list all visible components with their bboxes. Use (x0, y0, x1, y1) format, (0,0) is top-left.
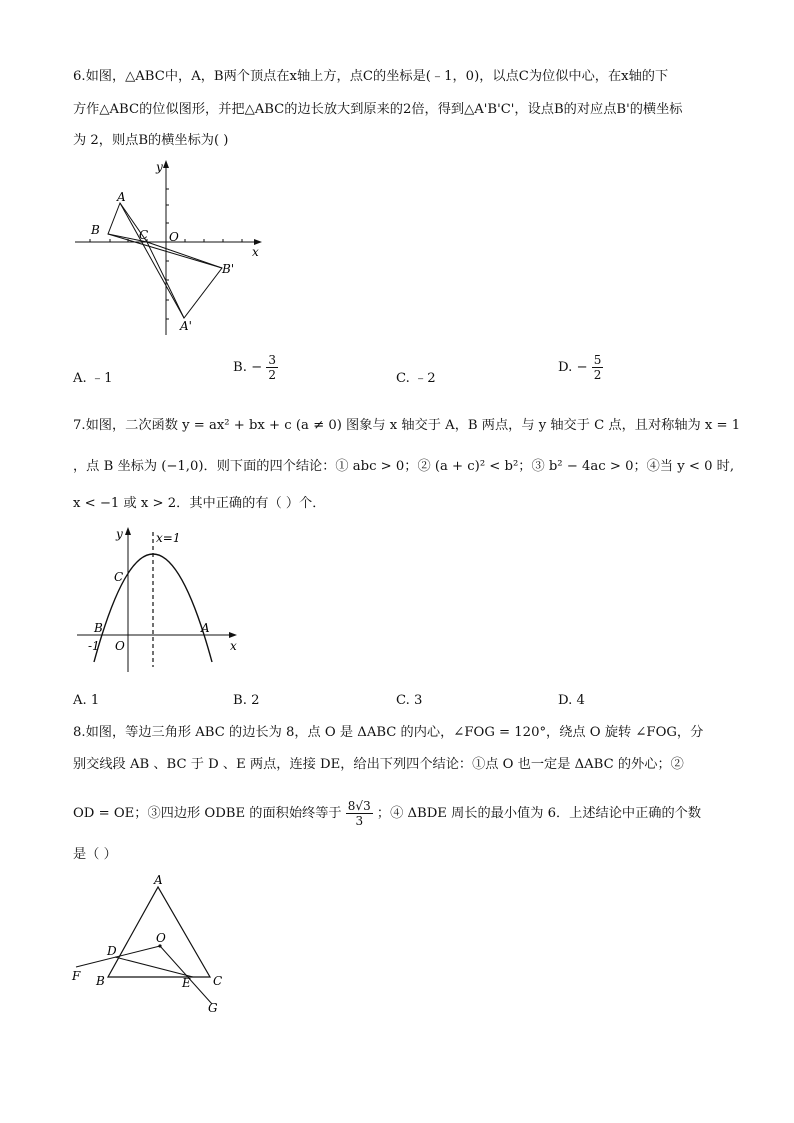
q8-line-3 (73, 794, 701, 834)
q6-x-label: x (252, 245, 259, 259)
q7-C-label: C (114, 570, 124, 584)
q7-figure (74, 522, 249, 682)
q6-B-label: B (91, 223, 100, 237)
q8-E-label: E (182, 976, 191, 990)
q8-figure (68, 870, 238, 1015)
q8-A-label: A (154, 873, 163, 887)
q7-line-2: ，点 B 坐标为 (−1,0)．则下面的四个结论：① abc > 0；② (a + c)² < b²；③ b² − 4ac > 0；④当 y < 0 时, (73, 459, 735, 474)
q7-option-d[interactable]: D. 4 (558, 693, 585, 708)
q8-O-label: O (156, 931, 166, 945)
q8-line-2: 别交线段 AB 、BC 于 D 、E 两点，连接 DE，给出下列四个结论：①点 O 也一定是 ΔABC 的外心；② (73, 757, 684, 772)
q6-A-label: A (117, 190, 126, 204)
q7-A-label: A (201, 621, 210, 635)
q6-option-d[interactable] (558, 353, 603, 382)
q6-y-label: y (156, 160, 163, 174)
q7-option-a[interactable]: A. 1 (73, 693, 100, 708)
q6-option-a[interactable]: A. ﹣1 (73, 371, 113, 386)
q7-line-1: 7.如图，二次函数 y = ax² + bx + c (a ≠ 0) 图象与 x 轴交于 A，B 两点，与 y 轴交于 C 点，且对称轴为 x = 1 (73, 418, 741, 433)
q8-G-label: G (208, 1001, 218, 1015)
q6-option-d-prefix: D. − (558, 360, 588, 375)
q6-Ap-label: A' (180, 319, 192, 333)
q6-figure (72, 155, 272, 340)
q7-option-b[interactable]: B. 2 (233, 693, 260, 708)
q7-line-3: x < −1 或 x > 2．其中正确的有（ ）个． (73, 496, 326, 511)
q8-line-3-suffix: ；④ ΔBDE 周长的最小值为 6．上述结论中正确的个数 (376, 806, 702, 821)
q6-line-3: 为 2，则点B的横坐标为( ) (73, 133, 229, 148)
q8-line-1: 8.如图，等边三角形 ABC 的边长为 8，点 O 是 ΔABC 的内心，∠FOG = 120°，绕点 O 旋转 ∠FOG，分 (73, 725, 704, 740)
q7-option-c[interactable]: C. 3 (396, 693, 423, 708)
q7-x-label: x (230, 639, 237, 653)
q8-fraction: $\frac{8√3}{3}$ (347, 799, 371, 828)
q6-line-1: 6.如图，△ABC中，A，B两个顶点在x轴上方，点C的坐标是(﹣1，0)，以点C为位似中心，在x轴的下 (73, 69, 669, 84)
q7-y-label: y (116, 527, 123, 541)
q8-B-label: B (96, 974, 105, 988)
q8-line-4: 是（ ） (73, 847, 117, 862)
q6-C-label: C (139, 228, 149, 242)
q6-O-label: O (169, 230, 179, 244)
q6-option-b-prefix: B. − (233, 360, 263, 375)
q6-line-2: 方作△ABC的位似图形，并把△ABC的边长放大到原来的2倍，得到△A'B'C'，设点B的对应点B'的横坐标 (73, 102, 683, 117)
q8-D-label: D (107, 944, 117, 958)
q7-O-label: O (115, 639, 125, 653)
q6-option-c[interactable]: C. ﹣2 (396, 371, 436, 386)
q8-C-label: C (213, 974, 223, 988)
q6-Bp-label: B' (222, 262, 235, 276)
q8-F-label: F (72, 969, 81, 983)
q6-option-d-fraction: $\frac{5}{2}$ (593, 353, 602, 382)
q7-B-label: B (94, 621, 103, 635)
q6-option-b-fraction: $\frac{3}{2}$ (268, 353, 276, 382)
q7-axis-label: x=1 (156, 531, 181, 545)
q8-line-3-prefix: OD = OE；③四边形 ODBE 的面积始终等于 (73, 806, 342, 821)
q7-minus1-label: -1 (88, 639, 100, 653)
q6-option-b[interactable] (233, 353, 278, 382)
